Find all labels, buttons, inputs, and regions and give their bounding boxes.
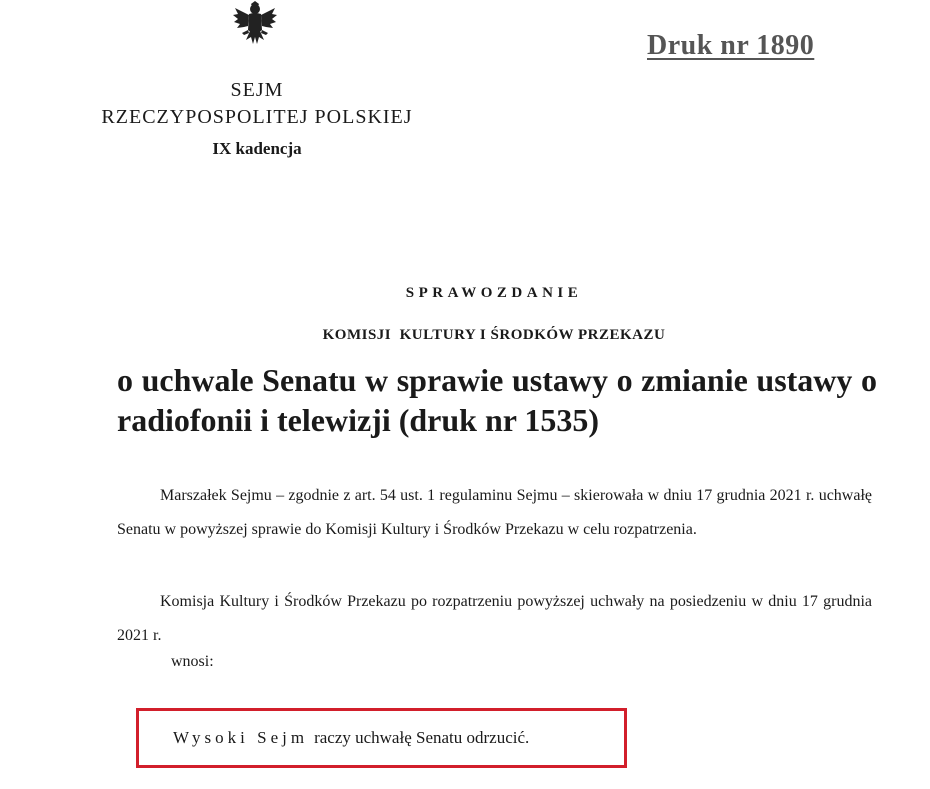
body-paragraph-2: Komisja Kultury i Środków Przekazu po rozpatrzeniu powyższej uchwały na posiedzeniu w dniu 17 grudnia 2021 r. — [117, 593, 872, 644]
body-paragraph-1: Marszałek Sejmu – zgodnie z art. 54 ust. 1 regulaminu Sejmu – skierowała w dniu 17 grudnia 2021 r. uchwałę Senatu w powyższej sprawie do Komisji Kultury i Środków Przekazu w celu rozpatrzenia. — [117, 487, 872, 538]
parliamentary-term: IX kadencja — [212, 139, 302, 158]
polish-eagle-emblem-icon — [229, 0, 281, 52]
motion-label: wnosi: — [171, 653, 214, 670]
institution-name-line2: RZECZYPOSPOLITEJ POLSKIEJ — [101, 106, 413, 128]
resolution-statement — [173, 728, 529, 748]
report-title: o uchwale Senatu w sprawie ustawy o zmianie ustawy o radiofonii i telewizji (druk nr 1535) — [117, 362, 877, 438]
institution-name-line1: SEJM — [230, 79, 284, 101]
resolution-addressee: Wysoki Sejm — [173, 728, 309, 747]
print-number: Druk nr 1890 — [647, 30, 815, 61]
committee-name: KOMISJI KULTURY I ŚRODKÓW PRZEKAZU — [322, 327, 666, 343]
resolution-text: raczy uchwałę Senatu odrzucić. — [314, 728, 530, 747]
report-heading: SPRAWOZDANIE — [405, 285, 583, 301]
